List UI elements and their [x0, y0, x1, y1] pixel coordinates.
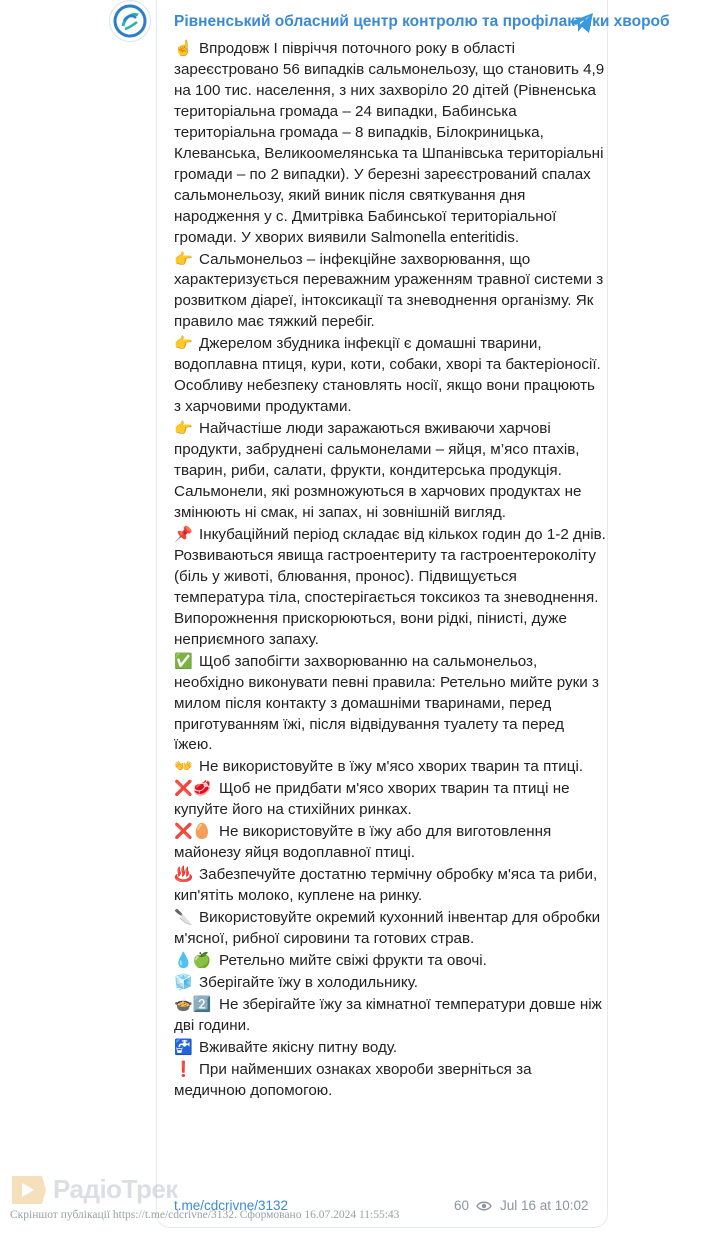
- radiotrek-logo-icon: [8, 1172, 48, 1208]
- channel-name[interactable]: Рівненський обласний центр контролю та профілактики хвороб: [174, 13, 670, 30]
- message-text: [174, 38, 606, 1102]
- post-date: Jul 16 at 10:02: [500, 1198, 589, 1213]
- paragraph-emoji-icon: ❌🥩: [174, 779, 212, 798]
- message-paragraph: [174, 418, 606, 524]
- paragraph-emoji-icon: 👉: [174, 334, 193, 353]
- paragraph-text: Не використовуйте в їжу або для виготовлення майонезу яйця водоплавної птиці.: [174, 823, 552, 862]
- message-paragraph: [174, 864, 606, 907]
- paragraph-emoji-icon: ✅: [174, 651, 193, 670]
- channel-avatar[interactable]: [109, 0, 151, 42]
- paragraph-text: Найчастіше люди заражаються вживаючи харчові продукти, забруднені сальмонелами – яйця, м’ясо птахів, тварин, риби, салати, фрукти, кондитерська продукція. Сальмонели, які розмножуються в харчових продуктах не змінюють ні смак, ні запах, ні зовнішній вигляд.: [174, 420, 582, 521]
- message-paragraph: [174, 907, 606, 950]
- message-paragraph: [174, 1059, 606, 1102]
- channel-logo-icon: [113, 4, 147, 38]
- message-paragraph: [174, 1037, 606, 1059]
- eye-icon: [476, 1200, 492, 1212]
- paragraph-emoji-icon: 🚰: [174, 1037, 193, 1056]
- paragraph-emoji-icon: 👉: [174, 419, 193, 438]
- telegram-icon[interactable]: [569, 12, 595, 34]
- message-paragraph: [174, 249, 606, 334]
- paragraph-text: Використовуйте окремий кухонний інвентар для обробки м'ясної, рибної сировини та готових страв.: [174, 909, 601, 948]
- paragraph-text: Щоб не придбати м'ясо хворих тварин та птиці не купуйте його на стихійних ринках.: [174, 780, 570, 819]
- paragraph-emoji-icon: 🔪: [174, 908, 193, 927]
- radiotrek-watermark: [8, 1170, 178, 1210]
- message-paragraph: [174, 651, 606, 757]
- paragraph-text: Інкубаційний період складає від кількох годин до 1-2 днів. Розвиваються явища гастроентериту та гастроентероколіту (біль у животі, блювання, пронос). Підвищується температура тіла, спостерігається токсикоз та зневоднення. Випорожнення прискорюються, вони рідкі, пінисті, дуже неприємного запаху.: [174, 525, 606, 648]
- paragraph-text: Не використовуйте в їжу м'ясо хворих тварин та птиці.: [199, 758, 584, 776]
- message-card: [156, 0, 670, 1228]
- paragraph-emoji-icon: 👉: [174, 249, 193, 268]
- paragraph-text: Зберігайте їжу в холодильнику.: [199, 973, 418, 991]
- message-paragraph: [174, 756, 606, 778]
- paragraph-text: Джерелом збудника інфекції є домашні тварини, водоплавна птиця, кури, коти, собаки, хворі та бактеріоносії. Особливу небезпеку становлять носії, якщо вони працюють з харчовими продуктами.: [174, 335, 601, 416]
- message-paragraph: [174, 778, 606, 821]
- screenshot-caption: Скріншот публікації https://t.me/cdcrivne/3132. Сформовано 16.07.2024 11:55:43: [10, 1209, 400, 1221]
- message-paragraph: [174, 38, 606, 249]
- paragraph-emoji-icon: 📌: [174, 524, 193, 543]
- paragraph-text: При найменших ознаках хвороби зверніться за медичною допомогою.: [174, 1060, 532, 1099]
- paragraph-text: Вживайте якісну питну воду.: [199, 1038, 398, 1056]
- paragraph-text: Забезпечуйте достатню термічну обробку м'яса та риби, кип'ятіть молоко, куплене на ринку.: [174, 866, 598, 905]
- post-link[interactable]: t.me/cdcrivne/3132: [174, 1198, 289, 1213]
- message-paragraph: [174, 950, 606, 972]
- paragraph-emoji-icon: 🧊: [174, 972, 193, 991]
- paragraph-emoji-icon: ❌🥚: [174, 822, 212, 841]
- paragraph-emoji-icon: 💧🍏: [174, 950, 212, 969]
- message-paragraph: [174, 994, 606, 1037]
- paragraph-emoji-icon: 🍲2️⃣: [174, 994, 212, 1013]
- paragraph-text: Ретельно мийте свіжі фрукти та овочі.: [219, 951, 487, 969]
- paragraph-emoji-icon: ❗: [174, 1059, 193, 1078]
- watermark-text: РадіоТрек: [53, 1174, 178, 1204]
- paragraph-emoji-icon: ♨️: [174, 865, 193, 884]
- message-paragraph: [174, 821, 606, 864]
- message-paragraph: [174, 972, 606, 994]
- paragraph-text: Не зберігайте їжу за кімнатної температури довше ніж дві години.: [174, 995, 602, 1034]
- paragraph-emoji-icon: 👐: [174, 757, 193, 776]
- paragraph-text: Впродовж І півріччя поточного року в області зареєстровано 56 випадків сальмонельозу, що становить 4,9 на 100 тис. населення, з них захворіло 20 дітей (Рівненська територіальна громада – 24 випадки, Бабинська територіальна громада – 8 випадків, Білокриницька, Клеванська, Великоомелянська та Шпанівська територіальні громади – по 2 випадки). У березні зареєстрований спалах сальмонельозу, який виник після святкування дня народження у с. Дмитрівка Бабинської територіальної громади. У хворих виявили Salmonella enteritidis.: [174, 40, 605, 246]
- paragraph-text: Сальмонельоз – інфекційне захворювання, що характеризується переважним ураженням травної системи з розвитком діареї, інтоксикації та зневоднення організму. Як правило має тяжкий перебіг.: [174, 250, 604, 331]
- paragraph-emoji-icon: ☝️: [174, 39, 193, 57]
- message-paragraph: [174, 524, 606, 651]
- message-paragraph: [174, 333, 606, 418]
- paragraph-text: Щоб запобігти захворюванню на сальмонельоз, необхідно виконувати певні правила: Ретельно мийте руки з милом після контакту з домашніми тваринами, перед приготуванням їжі, після відвідування туалету та перед їжею.: [174, 652, 599, 754]
- views-count: 60: [454, 1198, 470, 1213]
